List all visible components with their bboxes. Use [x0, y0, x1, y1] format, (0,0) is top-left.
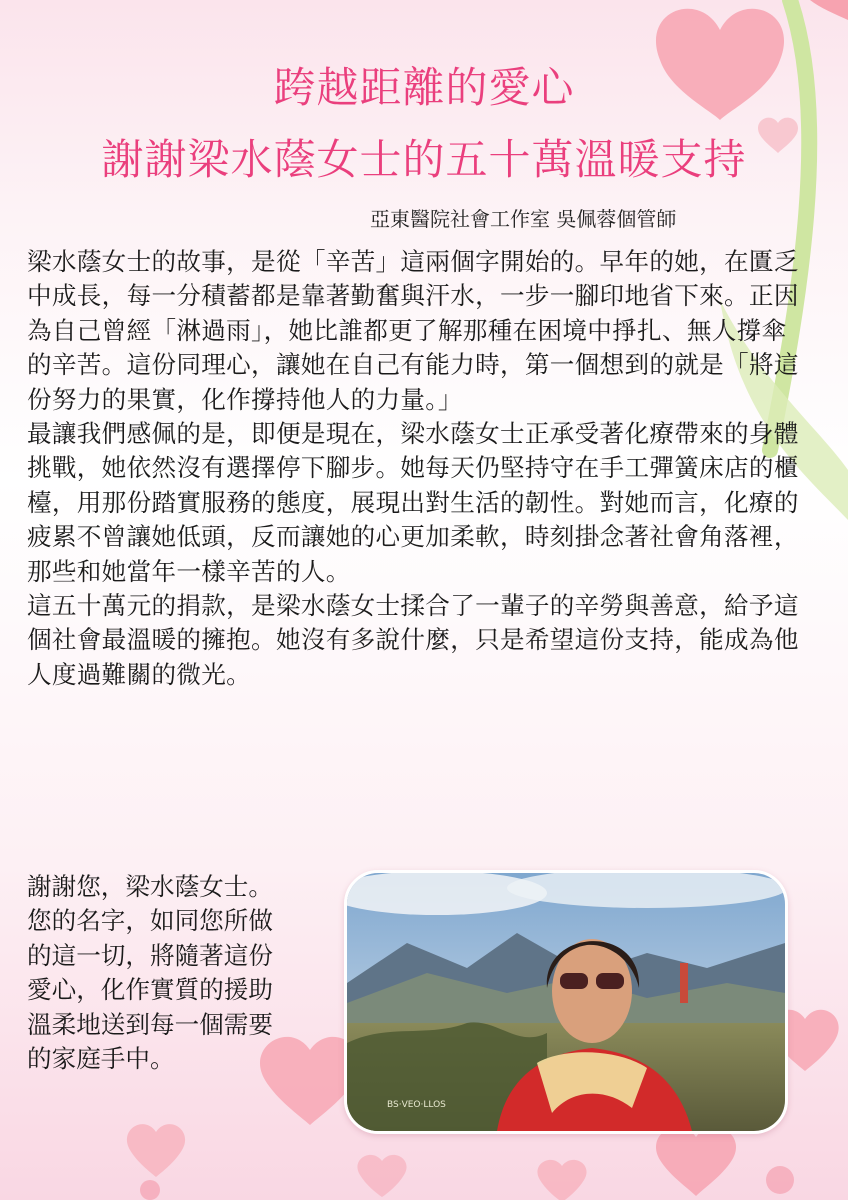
story-body — [27, 245, 802, 692]
photo-sunglasses — [560, 973, 588, 989]
thanks-line: 的家庭手中。 — [27, 1044, 175, 1074]
donor-photo — [344, 870, 788, 1134]
thanks-line: 您的名字，如同您所做 — [27, 906, 273, 936]
thank-you-note — [27, 870, 327, 1076]
photo-watermark: BS·VEO·LLOS — [387, 1100, 446, 1110]
title-line-1: 跨越距離的愛心 — [273, 63, 575, 112]
thanks-line: 溫柔地送到每一個需要 — [27, 1009, 273, 1039]
paragraph-1: 梁水蔭女士的故事，是從「辛苦」這兩個字開始的。早年的她，在匱乏中成長，每一分積蓄都是靠著勤奮與汗水，一步一腳印地省下來。正因為自己曾經「淋過雨」，她比誰都更了解那種在困境中掙扎、無人撐傘的辛苦。這份同理心，讓她在自己有能力時，第一個想到的就是「將這份努力的果實，化作撐持他人的力量。」 — [27, 247, 799, 414]
paragraph-3: 這五十萬元的捐款，是梁水蔭女士揉合了一輩子的辛勞與善意，給予這個社會最溫暖的擁抱。她沒有多說什麼，只是希望這份支持，能成為他人度過難關的微光。 — [27, 591, 799, 689]
paragraph-2: 最讓我們感佩的是，即便是現在，梁水蔭女士正承受著化療帶來的身體挑戰，她依然沒有選擇停下腳步。她每天仍堅持守在手工彈簧床店的櫃檯，用那份踏實服務的態度，展現出對生活的韌性。對她而言，化療的疲累不曾讓她低頭，反而讓她的心更加柔軟，時刻掛念著社會角落裡，那些和她當年一樣辛苦的人。 — [27, 419, 799, 586]
author-byline: 亞東醫院社會工作室 吳佩蓉個管師 — [370, 207, 677, 231]
thanks-line: 愛心，化作實質的援助 — [27, 975, 273, 1005]
thanks-line: 謝謝您，梁水蔭女士。 — [27, 872, 273, 901]
photo-tower — [680, 963, 688, 1003]
thanks-line: 的這一切，將隨著這份 — [27, 940, 273, 970]
title-line-2: 謝謝梁水蔭女士的五十萬溫暖支持 — [101, 135, 747, 184]
photo-sunglasses — [596, 973, 624, 989]
